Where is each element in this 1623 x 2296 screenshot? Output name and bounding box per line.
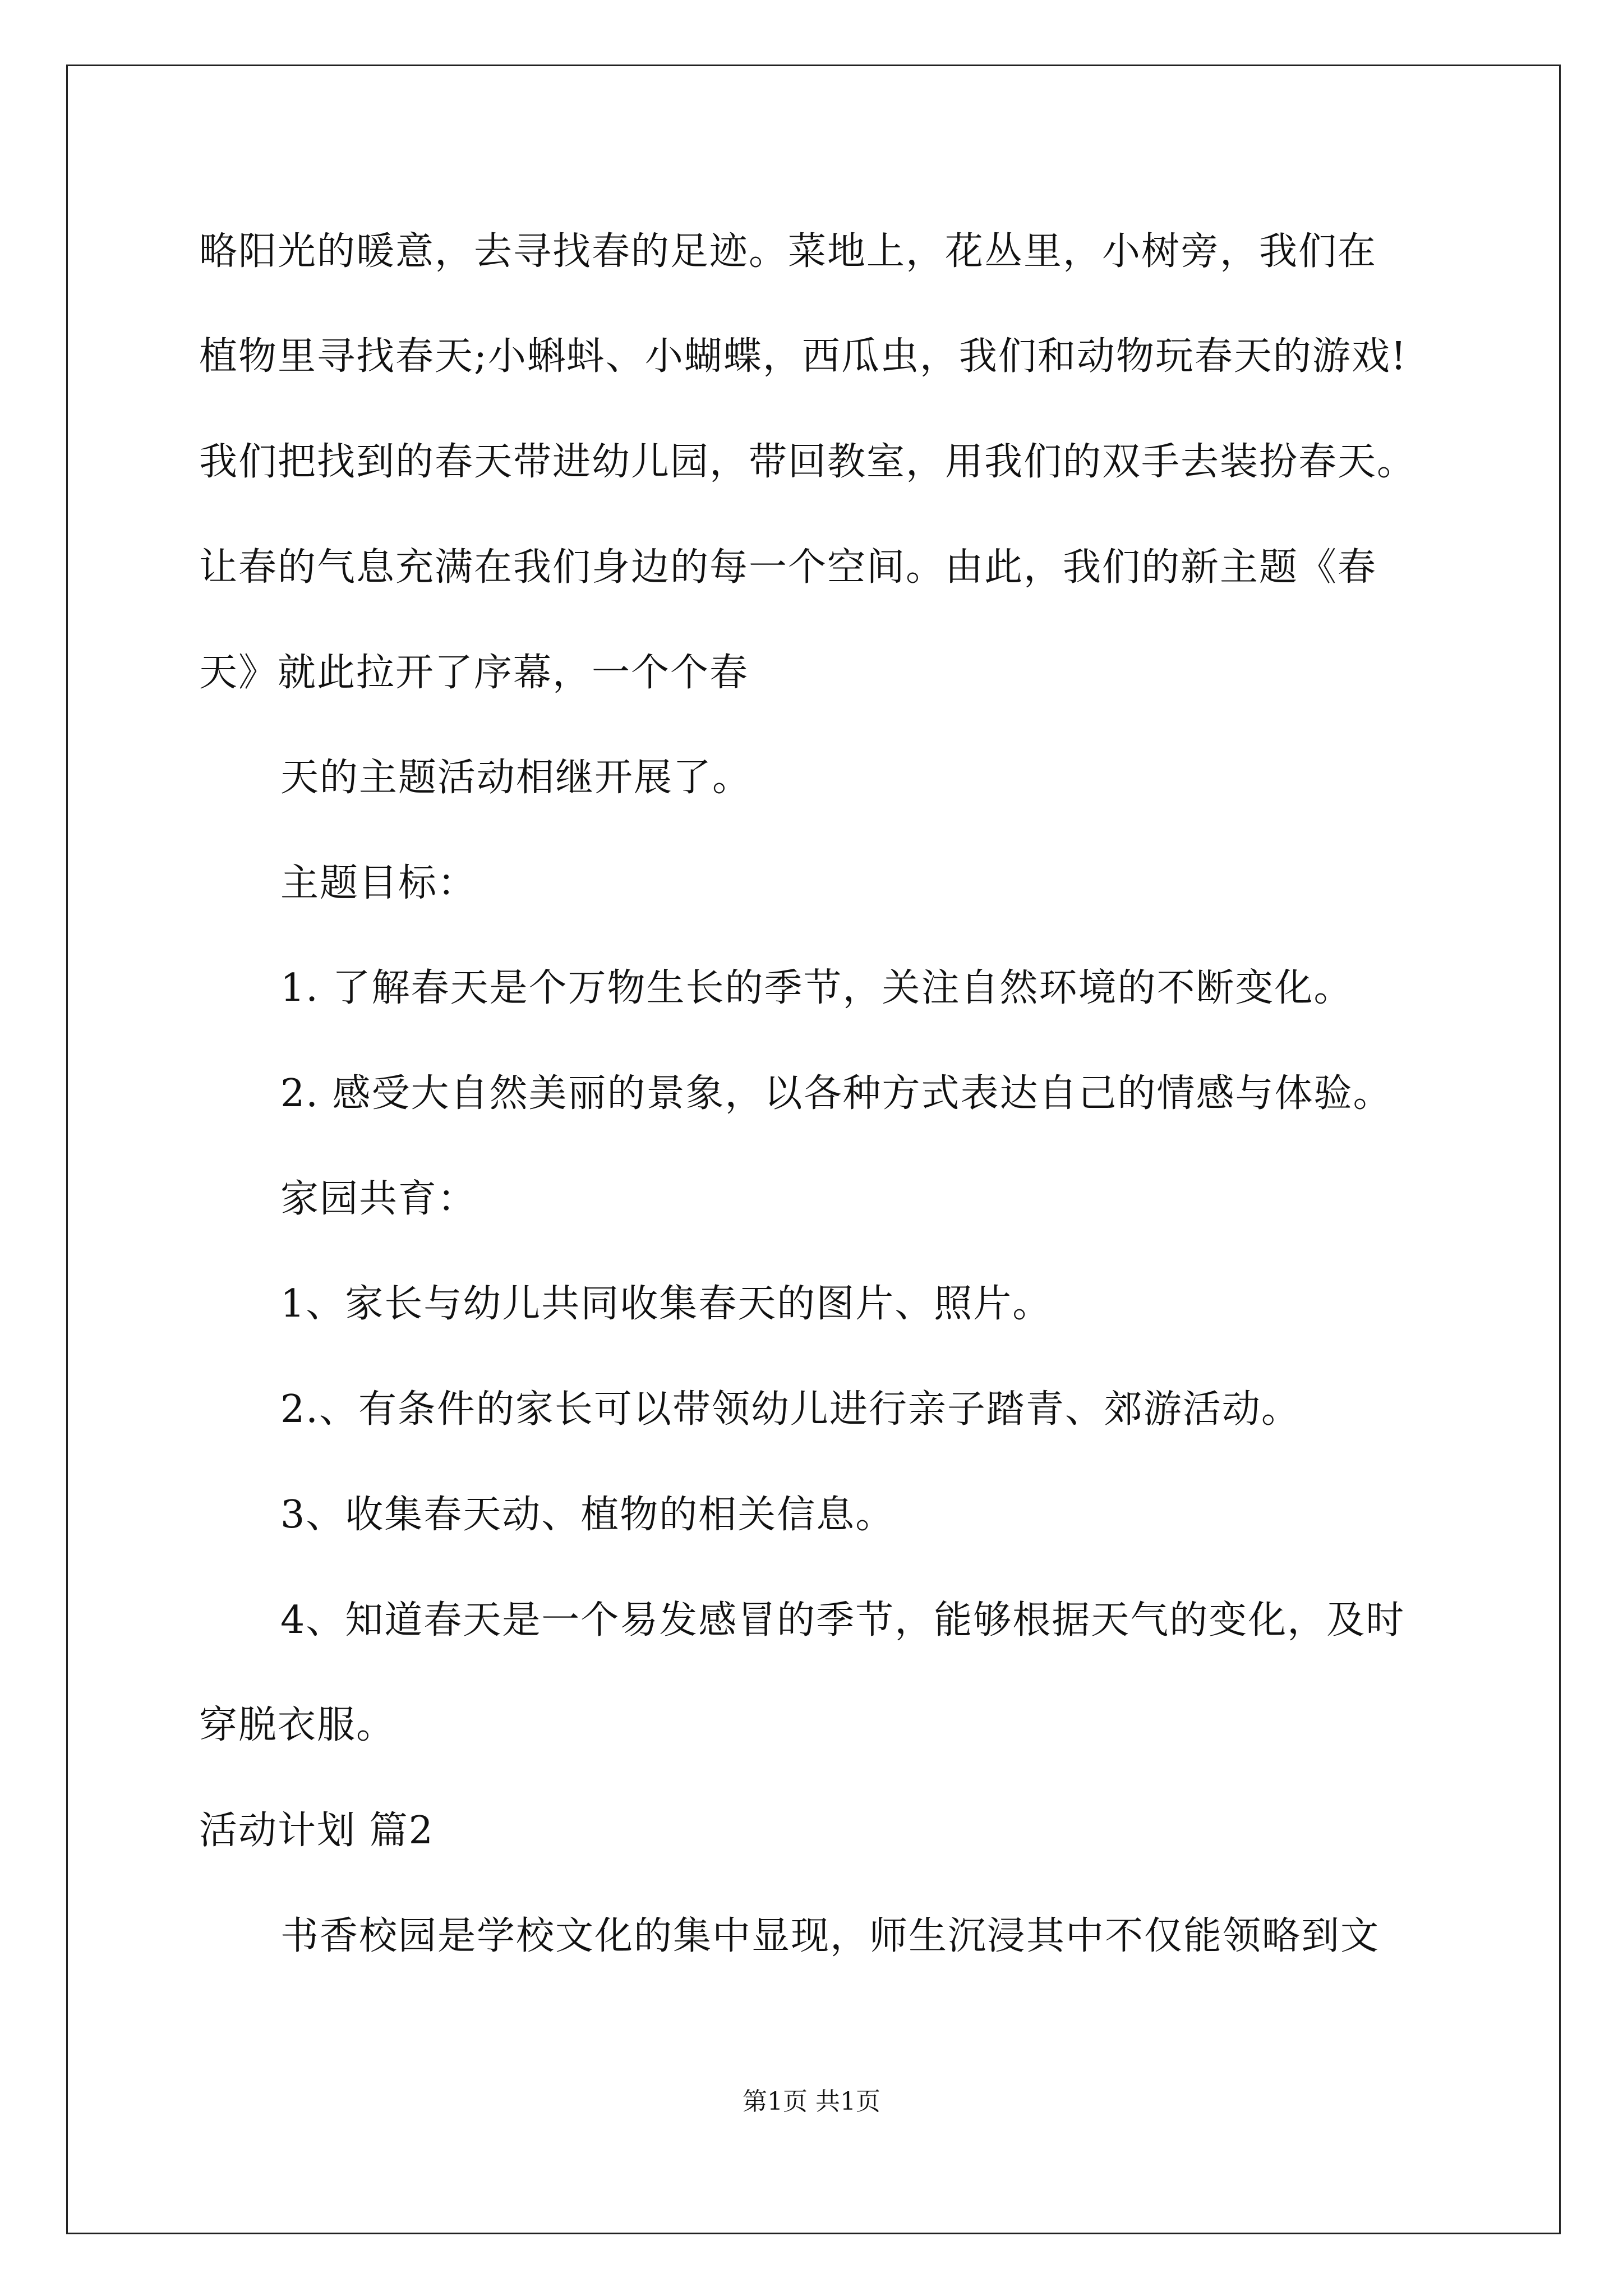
page-footer: 第1页 共1页 (743, 2087, 880, 2116)
page-border (66, 65, 1561, 2234)
section-heading: 主题目标： (280, 861, 477, 905)
article-heading: 活动计划 篇2 (199, 1809, 434, 1853)
text-line: 天》就此拉开了序幕，一个个春 (199, 651, 749, 695)
list-item: 1. 了解春天是个万物生长的季节，关注自然环境的不断变化。 (280, 966, 1353, 1010)
text-line: 书香校园是学校文化的集中显现，师生沉浸其中不仅能领略到文 (280, 1914, 1380, 1958)
list-item: 2. 感受大自然美丽的景象，以各种方式表达自己的情感与体验。 (280, 1071, 1393, 1116)
text-line: 略阳光的暖意，去寻找春的足迹。菜地上，花丛里，小树旁，我们在 (199, 229, 1377, 274)
text-line: 天的主题活动相继开展了。 (280, 756, 752, 800)
text-line: 植物里寻找春天;小蝌蚪、小蝴蝶，西瓜虫，我们和动物玩春天的游戏! (199, 334, 1408, 379)
text-line: 我们把找到的春天带进幼儿园，带回教室，用我们的双手去装扮春天。 (199, 440, 1417, 484)
list-item: 3、收集春天动、植物的相关信息。 (280, 1493, 895, 1537)
text-line: 穿脱衣服。 (199, 1703, 396, 1747)
section-heading: 家园共育： (280, 1177, 477, 1221)
list-item: 4、知道春天是一个易发感冒的季节，能够根据天气的变化，及时 (280, 1598, 1405, 1642)
text-line: 让春的气息充满在我们身边的每一个空间。由此，我们的新主题《春 (199, 545, 1377, 590)
list-item: 2.、有条件的家长可以带领幼儿进行亲子踏青、郊游活动。 (280, 1387, 1301, 1432)
list-item: 1、家长与幼儿共同收集春天的图片、照片。 (280, 1282, 1052, 1326)
